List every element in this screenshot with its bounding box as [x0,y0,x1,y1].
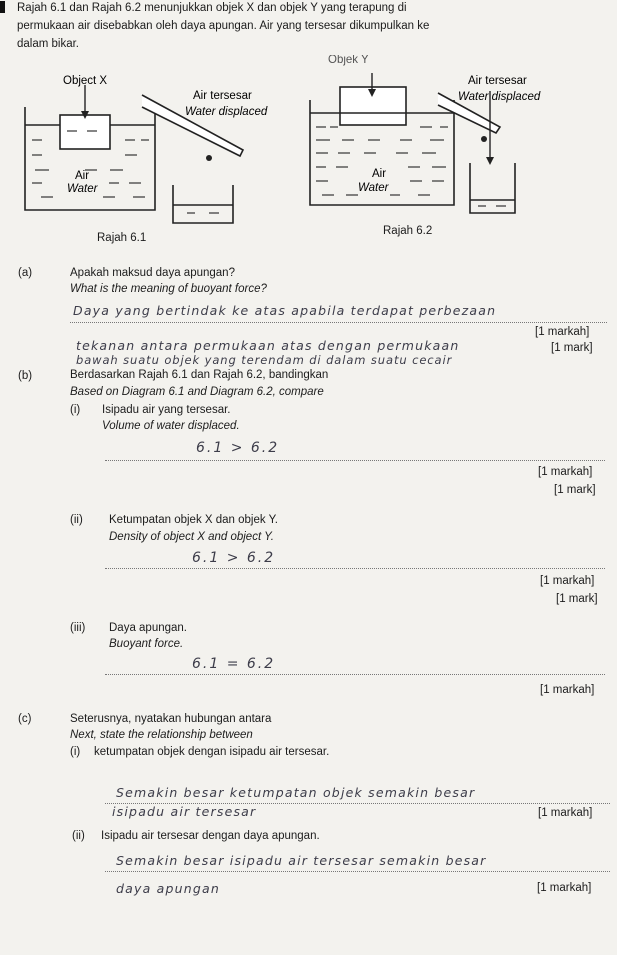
qc-ii-label: (ii) [72,830,85,842]
qb-label: (b) [18,370,33,382]
air-tersesar-label-2: Air tersesar [468,75,527,87]
qb-malay: Berdasarkan Rajah 6.1 dan Rajah 6.2, bandingkan [70,369,329,381]
qc-ii-marks-ms: [1 markah] [537,882,592,894]
spout-1 [142,95,243,156]
caption-rajah-6-2: Rajah 6.2 [383,225,433,237]
qb-ii-answer: 6.1 > 6.2 [192,550,276,566]
small-beaker-1 [173,185,233,223]
answer-line [105,871,610,872]
qb-ii-marks-ms: [1 markah] [540,575,595,587]
air-tersesar-label-1: Air tersesar [193,90,252,102]
qb-i-malay: Isipadu air yang tersesar. [102,404,231,416]
water-displaced-label-1: Water displaced [185,106,268,118]
qa-malay: Apakah maksud daya apungan? [70,267,235,279]
qc-ii-answer-1: Semakin besar isipadu air tersesar semakin besar [116,853,487,868]
water-label-1: Water [67,183,98,195]
qa-answer-3: bawah suatu objek yang terendam di dalam suatu cecair [76,353,453,367]
qb-iii-answer: 6.1 = 6.2 [192,656,276,672]
qb-ii-marks-en: [1 mark] [556,593,598,605]
intro-line-2: permukaan air disebabkan oleh daya apungan. Air yang tersesar dikumpulkan ke [17,20,430,32]
qb-iii-malay: Daya apungan. [109,622,188,634]
answer-line [105,460,605,461]
qb-iii-label: (iii) [70,622,86,634]
qb-ii-malay: Ketumpatan objek X dan objek Y. [109,514,279,526]
object-y-label: Objek Y [328,55,369,66]
qa-marks-en: [1 mark] [551,342,593,354]
qa-answer-1: Daya yang bertindak ke atas apabila terdapat perbezaan [73,303,497,318]
qa-marks-ms: [1 markah] [535,326,590,338]
answer-line [70,322,607,323]
water-label-2: Water [358,182,389,194]
qb-iii-english: Buoyant force. [109,638,184,650]
air-label-2: Air [372,168,387,180]
qc-ii-text: Isipadu air tersesar dengan daya apungan. [101,830,320,842]
intro-line-3: dalam bikar. [17,38,80,50]
intro-line-1: Rajah 6.1 dan Rajah 6.2 menunjukkan objek X dan objek Y yang terapung di [17,2,407,14]
page-edge-mark [0,1,5,13]
qb-i-answer: 6.1 > 6.2 [196,440,280,456]
water-displaced-label-2: Water displaced [458,91,541,103]
qc-malay: Seterusnya, nyatakan hubungan antara [70,713,272,725]
qb-iii-marks-ms: [1 markah] [540,684,595,696]
qa-answer-2: tekanan antara permukaan atas dengan permukaan [76,338,460,353]
qb-ii-label: (ii) [70,514,83,526]
qa-english: What is the meaning of buoyant force? [70,283,267,295]
answer-line [105,674,605,675]
qb-i-label: (i) [70,404,81,416]
qb-english: Based on Diagram 6.1 and Diagram 6.2, compare [70,386,324,398]
diagram-6-1 [15,55,290,255]
air-label-1: Air [75,170,90,182]
qc-i-text: ketumpatan objek dengan isipadu air tersesar. [94,746,330,758]
qa-label: (a) [18,267,33,279]
qb-i-marks-ms: [1 markah] [538,466,593,478]
qc-i-answer-1: Semakin besar ketumpatan objek semakin besar [116,785,476,800]
object-x [60,115,110,149]
qc-i-label: (i) [70,746,81,758]
answer-line [105,568,605,569]
diagram-6-2 [300,55,600,225]
caption-rajah-6-1: Rajah 6.1 [97,232,147,244]
small-beaker-2 [470,163,515,213]
qb-i-marks-en: [1 mark] [554,484,596,496]
qc-label: (c) [18,713,32,725]
qc-english: Next, state the relationship between [70,729,253,741]
qc-i-answer-2: isipadu air tersesar [112,804,257,819]
object-x-label: Object X [63,75,108,87]
qc-ii-answer-2: daya apungan [116,881,220,896]
qc-i-marks-ms: [1 markah] [538,807,593,819]
qb-ii-english: Density of object X and object Y. [109,531,274,543]
qb-i-english: Volume of water displaced. [102,420,240,432]
